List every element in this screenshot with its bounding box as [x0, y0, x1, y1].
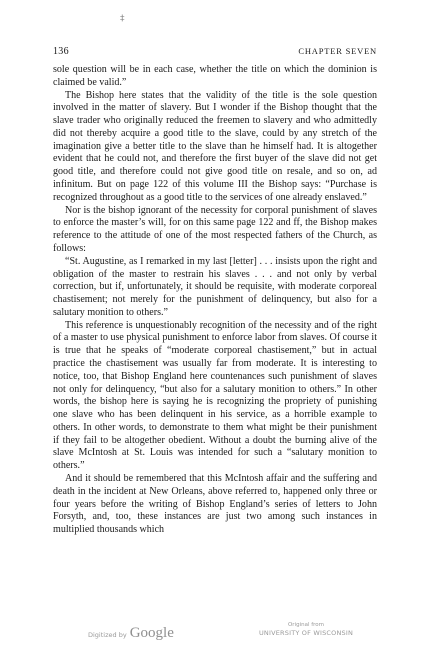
running-header — [53, 46, 377, 57]
institution-name: UNIVERSITY OF WISCONSIN — [258, 629, 354, 637]
paragraph: This reference is unquestionably recognition of the necessity and of the right of a master to use physical punishment to enforce labor from slaves. Of course it is true that he speaks of “moderate corporeal chastisement,” but in actual practice the chastisement was usually far from moderate. It is interesting to notice, too, that Bishop England here countenances such punishment of slaves not only for delinquency, “but also for a salutary monition to others.” In other words, the bishop here is saying he is recognizing the propriety of punishing one slave who has been delinquent in his service, as a horrible example to others. In other words, to demonstrate to them what might be their punishment if they fail to be altogether obedient. Without a doubt the burning alive of the slave McIntosh at St. Louis was intended for such a “salutary monition to others.” — [53, 319, 377, 472]
original-from-label: Original from — [287, 622, 325, 628]
google-logo: Google — [129, 625, 174, 641]
paragraph: The Bishop here states that the validity of the title is the sole question involved in the matter of slavery. But I wonder if the Bishop thought that the slave trader who originally reduced the freemen to slavery and who admittedly did not thereby acquire a good title to the slave, could by any stretch of the imagination give a better title to the slave than he himself had. It is altogether evident that he could not, and therefore the first buyer of the slave did not get good title, and therefore could not give good title on resale, and so on, ad infinitum. But on page 122 of this volume III the Bishop says: “Purchase is recognized throughout as a good title to the services of one already enslaved.” — [53, 89, 377, 203]
body-text — [53, 64, 377, 537]
google-watermark — [88, 625, 174, 642]
paragraph: sole question will be in each case, whether the title on which the dominion is claimed be valid.” — [53, 64, 377, 88]
page-number: 136 — [53, 46, 69, 57]
paragraph: And it should be remembered that this McIntosh affair and the suffering and death in the incident at New Orleans, above referred to, happened only three or four years before the writing of Bishop England’s series of letters to John Forsyth, and, too, these instances are just two among such instances in multiplied thousands which — [53, 473, 377, 536]
page-mark: ‡ — [120, 14, 125, 24]
paragraph: Nor is the bishop ignorant of the necessity for corporal punishment of slaves to enforce the master’s will, for on this same page 122 and ff, the Bishop makes reference to the attitude of one of the most respected fathers of the Church, as follows: — [53, 204, 377, 254]
original-source — [246, 622, 366, 638]
page-footer — [0, 617, 430, 645]
digitized-by-label: Digitized by — [88, 631, 127, 639]
quote-paragraph: “St. Augustine, as I remarked in my last [letter] . . . insists upon the right and obligation of the master to restrain his slaves . . . and not only by verbal correction, but if, unfortunately, it should be requisite, with moderate corporeal chastisement; not merely for the punishment of delinquency, but also for a salutary monition to others.” — [53, 255, 377, 318]
chapter-title: CHAPTER SEVEN — [298, 46, 377, 56]
